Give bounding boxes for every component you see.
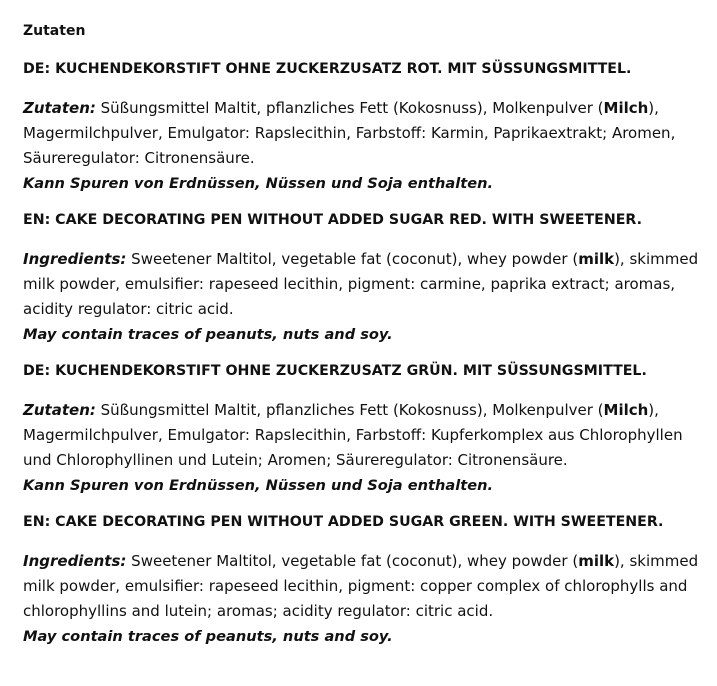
section-de-red [23,60,701,196]
ingredients-text-rest: ), skimmed milk powder, emulsifier: rapeseed lecithin, pigment: carmine, paprika extract; aromas, acidity regulator: citric acid. [23,250,699,318]
ingredients-label: Zutaten: [23,401,96,419]
allergy-warning: May contain traces of peanuts, nuts and soy. [23,628,393,645]
allergy-warning: May contain traces of peanuts, nuts and soy. [23,326,393,343]
allergy-warning: Kann Spuren von Erdnüssen, Nüssen und Soja enthalten. [23,175,494,192]
ingredients-text-rest: ), Magermilchpulver, Emulgator: Rapslecithin, Farbstoff: Kupferkomplex aus Chlorophyllen und Chlorophyllinen und Lutein; Aromen; Säureregulator: Citronensäure. [23,401,683,469]
ingredients-paragraph [23,549,701,624]
allergen-text: Milch [603,99,649,117]
ingredients-paragraph [23,398,701,473]
ingredients-text: Süßungsmittel Maltit, pflanzliches Fett (Kokosnuss), Molkenpulver ( [95,99,604,117]
allergen-text: Milch [603,401,649,419]
ingredients-label: Zutaten: [23,99,96,117]
section-en-green [23,513,701,649]
section-en-red [23,211,701,347]
ingredients-paragraph [23,96,701,171]
section-de-green [23,362,701,498]
section-heading: EN: CAKE DECORATING PEN WITHOUT ADDED SUGAR RED. WITH SWEETENER. [23,212,643,228]
ingredients-text: Sweetener Maltitol, vegetable fat (coconut), whey powder ( [126,552,579,570]
ingredients-paragraph [23,247,701,322]
ingredients-label: Ingredients: [23,250,127,268]
allergy-warning: Kann Spuren von Erdnüssen, Nüssen und Soja enthalten. [23,477,494,494]
ingredients-text: Sweetener Maltitol, vegetable fat (coconut), whey powder ( [126,250,579,268]
allergen-text: milk [578,250,615,268]
section-heading: EN: CAKE DECORATING PEN WITHOUT ADDED SUGAR GREEN. WITH SWEETENER. [23,514,664,530]
section-heading: DE: KUCHENDEKORSTIFT OHNE ZUCKERZUSATZ GRÜN. MIT SÜSSUNGSMITTEL. [23,363,647,379]
page-title: Zutaten [23,23,86,39]
allergen-text: milk [578,552,615,570]
ingredients-text-rest: ), Magermilchpulver, Emulgator: Rapslecithin, Farbstoff: Karmin, Paprikaextrakt; Aromen, Säureregulator: Citronensäure. [23,99,676,167]
ingredients-text-rest: ), skimmed milk powder, emulsifier: rapeseed lecithin, pigment: copper complex of chlorophylls and chlorophyllins and lutein; aromas; acidity regulator: citric acid. [23,552,699,620]
ingredients-label: Ingredients: [23,552,127,570]
section-heading: DE: KUCHENDEKORSTIFT OHNE ZUCKERZUSATZ ROT. MIT SÜSSUNGSMITTEL. [23,61,632,77]
ingredients-text: Süßungsmittel Maltit, pflanzliches Fett (Kokosnuss), Molkenpulver ( [95,401,604,419]
